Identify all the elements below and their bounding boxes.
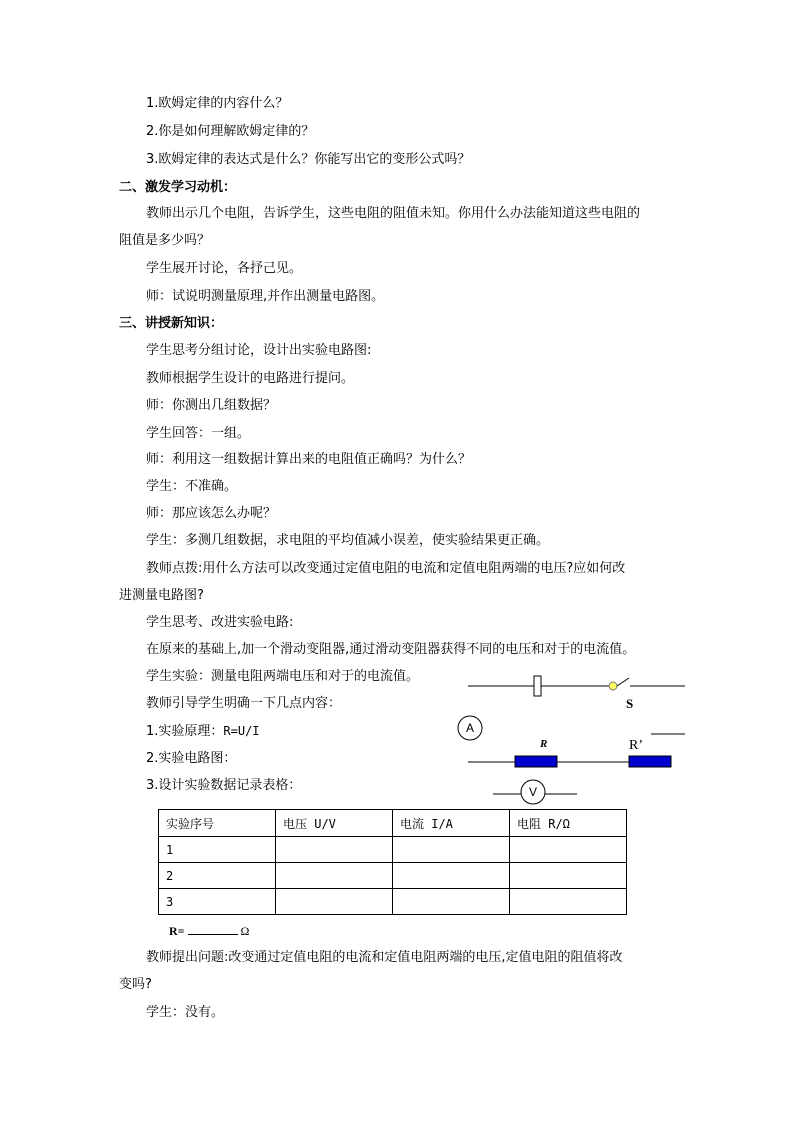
resistor-label: R (540, 738, 548, 750)
table-cell-index: 2 (159, 863, 276, 889)
table-cell-index: 3 (159, 889, 276, 915)
resistor-icon (515, 756, 557, 767)
item-principle-prefix: 1.实验原理： (146, 724, 224, 739)
table-cell (510, 837, 627, 863)
switch-blade (617, 678, 629, 686)
dialog-line: 师：利用这一组数据计算出来的电阻值正确吗？为什么？ (146, 452, 472, 467)
table-cell (393, 837, 510, 863)
teacher-question-line2: 变吗? (119, 977, 152, 992)
table-header-cell: 电压 U/V (276, 810, 393, 837)
dialog-line: 学生回答：一组。 (146, 426, 251, 441)
table-cell-index: 1 (159, 837, 276, 863)
dialog-line: 师：那应该怎么办呢？ (146, 506, 277, 521)
table-header-cell: 实验序号 (159, 810, 276, 837)
table-header-cell: 电流 I/A (393, 810, 510, 837)
result-line (169, 922, 249, 940)
section2-discussion: 学生展开讨论，各抒己见。 (146, 261, 303, 276)
teacher-point-line1: 教师点拨:用什么方法可以改变通过定值电阻的电流和定值电阻两端的电压?应如何改 (146, 561, 626, 576)
result-blank (188, 924, 238, 935)
rheostat-label: R’ (629, 738, 643, 753)
rheostat-icon (629, 756, 671, 767)
table-cell (393, 863, 510, 889)
result-label: R= (169, 924, 185, 938)
dialog-line: 师：你测出几组数据？ (146, 398, 277, 413)
teacher-question-line1: 教师提出问题:改变通过定值电阻的电流和定值电阻两端的电压,定值电阻的阻值将改 (146, 950, 623, 965)
base-improvement: 在原来的基础上,加一个滑动变阻器,通过滑动变阻器获得不同的电压和对于的电流值。 (146, 642, 636, 657)
ammeter-label: A (465, 721, 475, 735)
table-header-row (159, 810, 627, 837)
table-row (159, 837, 627, 863)
question-2: 2.你是如何理解欧姆定律的？ (146, 124, 315, 139)
dialog-line: 学生思考分组讨论，设计出实验电路图: (146, 343, 372, 358)
table-cell (510, 889, 627, 915)
circuit-diagram (455, 668, 695, 808)
section3-heading: 三、讲授新知识： (119, 316, 224, 331)
table-header-cell: 电阻 R/Ω (510, 810, 627, 837)
battery-cell (534, 676, 541, 696)
section2-paragraph-line1: 教师出示几个电阻，告诉学生，这些电阻的阻值未知。你用什么办法能知道这些电阻的 (146, 206, 641, 221)
data-record-table (158, 809, 627, 915)
dialog-line: 学生：不准确。 (146, 479, 238, 494)
section2-teacher: 师：试说明测量原理,并作出测量电路图。 (146, 289, 385, 304)
teacher-guide: 教师引导学生明确一下几点内容： (146, 696, 342, 711)
principle-formula: R=U/I (223, 724, 260, 738)
student-experiment: 学生实验：测量电阻两端电压和对于的电流值。 (146, 669, 420, 684)
table-row (159, 889, 627, 915)
dialog-line: 学生：多测几组数据，求电阻的平均值减小误差，使实验结果更正确。 (146, 533, 550, 548)
voltmeter-label: V (528, 785, 538, 799)
student-answer: 学生：没有。 (146, 1005, 225, 1020)
table-cell (276, 837, 393, 863)
switch-label: S (626, 696, 634, 711)
teacher-point-line2: 进测量电路图? (119, 588, 204, 603)
table-row (159, 863, 627, 889)
table-cell (510, 863, 627, 889)
question-3: 3.欧姆定律的表达式是什么？你能写出它的变形公式吗？ (146, 152, 471, 167)
item-table: 3.设计实验数据记录表格： (146, 778, 302, 793)
table-cell (393, 889, 510, 915)
item-circuit: 2.实验电路图： (146, 751, 237, 766)
item-principle (146, 722, 260, 741)
section2-paragraph-line2: 阻值是多少吗？ (119, 233, 211, 248)
table-cell (276, 889, 393, 915)
question-1: 1.欧姆定律的内容什么？ (146, 96, 289, 111)
section2-heading: 二、激发学习动机： (119, 180, 237, 195)
result-unit: Ω (240, 924, 250, 938)
table-cell (276, 863, 393, 889)
switch-contact-icon (609, 682, 617, 690)
dialog-line: 教师根据学生设计的电路进行提问。 (146, 371, 355, 386)
student-think: 学生思考、改进实验电路: (146, 615, 294, 630)
